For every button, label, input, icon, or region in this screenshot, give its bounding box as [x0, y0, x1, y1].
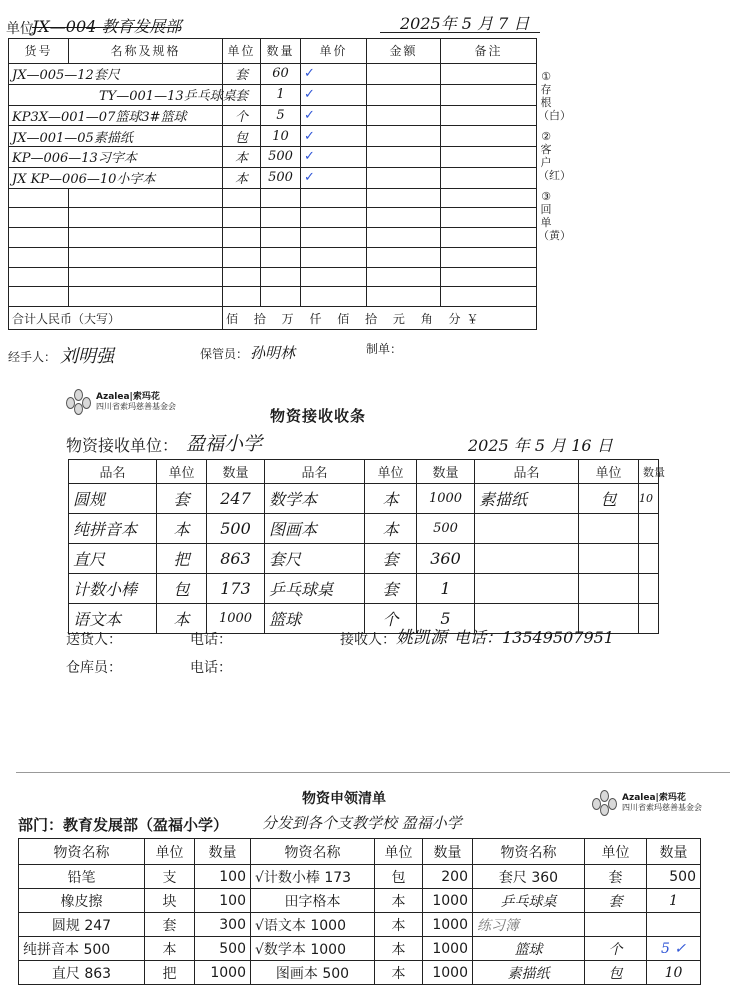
item-name: 橡皮擦 [19, 889, 145, 913]
item-qty: 10 [647, 961, 701, 985]
item-name: JX—001—05素描纸 [9, 126, 223, 147]
cell: 247 [207, 484, 265, 514]
cell: 语文本 [69, 604, 157, 634]
copy-note: ③回单（黄） [538, 190, 571, 242]
item-unit: 支 [145, 865, 195, 889]
slip-date: 2025年 5 月 7 日 [400, 14, 530, 33]
item-unit [585, 913, 647, 937]
cell: 本 [157, 514, 207, 544]
item-name: 直尺 863 [19, 961, 145, 985]
item-unit: 套 [223, 63, 261, 84]
department-note: 分发到各个支教学校 盈福小学 [262, 814, 462, 832]
header-cell: 单位 [365, 460, 417, 484]
cell: 173 [207, 574, 265, 604]
receiver-label: 接收人： [340, 632, 396, 648]
item-qty: 500 [261, 167, 301, 188]
item-name: 纯拼音本 500 [19, 937, 145, 961]
cell: 10 [639, 484, 659, 514]
check-mark: ✓ [301, 147, 367, 168]
item-qty: 1000 [423, 961, 473, 985]
item-unit: 本 [223, 147, 261, 168]
unit-value: JX—004 教育发展部 [32, 17, 182, 36]
cell: 个 [365, 604, 417, 634]
header-cell: 数量 [207, 460, 265, 484]
item-name: 田字格本 [251, 889, 375, 913]
cell: 本 [365, 484, 417, 514]
table-row [9, 63, 537, 84]
header-cell: 数量 [261, 39, 301, 64]
cell: 863 [207, 544, 265, 574]
receiver-signature: 姚凯源 [396, 628, 447, 648]
cell: 数学本 [265, 484, 365, 514]
cell: 套 [365, 544, 417, 574]
cell: 套 [365, 574, 417, 604]
item-qty: 1000 [195, 961, 251, 985]
cell [475, 514, 579, 544]
item-unit: 套 [585, 865, 647, 889]
item-name: KP—006—13习字本 [9, 147, 223, 168]
item-qty: 1 [261, 84, 301, 105]
item-unit: 把 [145, 961, 195, 985]
item-name: TY—001—13乒乓球桌 [9, 84, 223, 105]
table-row [19, 913, 701, 937]
logo-brand: Azalea|索玛花 [96, 392, 160, 402]
item-name: 图画本 500 [251, 961, 375, 985]
flower-icon [66, 389, 92, 415]
total-row [9, 307, 537, 330]
table-header-row [9, 39, 537, 64]
item-name: JX KP—006—10小字本 [9, 167, 223, 188]
item-qty: 1000 [423, 913, 473, 937]
item-unit: 包 [585, 961, 647, 985]
flower-icon [592, 790, 618, 816]
delivery-table [8, 38, 537, 330]
table-row [69, 484, 659, 514]
header-cell: 单位 [585, 839, 647, 865]
item-unit: 个 [585, 937, 647, 961]
handler-label: 经手人： [8, 350, 57, 364]
cell: 素描纸 [475, 484, 579, 514]
cell: 本 [365, 514, 417, 544]
item-qty [647, 913, 701, 937]
header-cell: 单位 [145, 839, 195, 865]
item-name: 套尺 360 [473, 865, 585, 889]
table-header-row [69, 460, 659, 484]
cell: 纯拼音本 [69, 514, 157, 544]
copy-note: ①存根（白） [538, 70, 571, 122]
header-cell: 数量 [417, 460, 475, 484]
requisition-table [18, 838, 701, 985]
header-cell: 物资名称 [473, 839, 585, 865]
requisition-list [0, 772, 750, 1000]
item-unit: 块 [145, 889, 195, 913]
item-unit: 套 [145, 913, 195, 937]
header-cell: 品名 [475, 460, 579, 484]
cell [475, 544, 579, 574]
copy-notes [538, 70, 571, 250]
header-cell: 单位 [375, 839, 423, 865]
item-name: √语文本 1000 [251, 913, 375, 937]
item-qty: 5 [261, 105, 301, 126]
cell: 包 [579, 484, 639, 514]
requisition-title: 物资申领清单 [302, 791, 386, 807]
receiver-phone: 电话：13549507951 [454, 628, 614, 647]
cell: 把 [157, 544, 207, 574]
cell: 本 [157, 604, 207, 634]
check-mark: ✓ [301, 84, 367, 105]
item-unit: 本 [223, 167, 261, 188]
azalea-logo [592, 790, 702, 816]
item-qty: 60 [261, 63, 301, 84]
header-cell: 名称及规格 [69, 39, 223, 64]
table-row [69, 514, 659, 544]
table-row-empty [9, 267, 537, 287]
department-label: 部门：教育发展部（盈福小学） [18, 816, 229, 834]
item-unit: 本 [375, 913, 423, 937]
unit-label: 单位 [6, 21, 34, 37]
cell: 360 [417, 544, 475, 574]
table-row [9, 84, 537, 105]
logo-sub: 四川省索玛慈善基金会 [622, 803, 702, 812]
cell: 篮球 [265, 604, 365, 634]
delivery-slip [0, 0, 750, 375]
header-cell: 数量 [423, 839, 473, 865]
cell [579, 574, 639, 604]
cell [639, 514, 659, 544]
item-unit: 本 [375, 937, 423, 961]
cell: 1000 [417, 484, 475, 514]
item-qty: 100 [195, 865, 251, 889]
header-cell: 货号 [9, 39, 69, 64]
cell: 1 [417, 574, 475, 604]
deliverer-phone-label: 电话： [190, 632, 232, 648]
item-name: 乒乓球桌 [473, 889, 585, 913]
cell: 套 [157, 484, 207, 514]
check-mark: ✓ [301, 167, 367, 188]
item-unit: 包 [223, 126, 261, 147]
cell: 计数小棒 [69, 574, 157, 604]
header-cell: 数量 [195, 839, 251, 865]
cell: 1000 [207, 604, 265, 634]
item-qty: 1000 [423, 889, 473, 913]
item-unit: 本 [375, 961, 423, 985]
cell [639, 604, 659, 634]
item-name: √数学本 1000 [251, 937, 375, 961]
cell: 包 [157, 574, 207, 604]
item-name: 铅笔 [19, 865, 145, 889]
azalea-logo [66, 389, 176, 415]
cell [475, 574, 579, 604]
cell: 乒乓球桌 [265, 574, 365, 604]
item-unit: 包 [375, 865, 423, 889]
keeper-signature: 孙明林 [250, 344, 296, 362]
header-cell: 品名 [265, 460, 365, 484]
logo-sub: 四川省索玛慈善基金会 [96, 402, 176, 411]
header-cell: 单位 [223, 39, 261, 64]
item-name: 圆规 247 [19, 913, 145, 937]
table-row [19, 961, 701, 985]
total-units: 佰 拾 万 仟 佰 拾 元 角 分￥ [223, 307, 537, 330]
item-unit: 套 [585, 889, 647, 913]
copy-note: ②客户（红） [538, 130, 571, 182]
table-row-empty [9, 228, 537, 248]
receiving-unit-label: 物资接收单位： [66, 436, 179, 455]
header-cell: 金额 [367, 39, 441, 64]
cell [639, 544, 659, 574]
item-name: JX—005—12套尺 [9, 63, 223, 84]
receipt-slip [0, 385, 750, 685]
item-qty: 200 [423, 865, 473, 889]
header-cell: 数量 [639, 460, 659, 484]
header-cell: 数量 [647, 839, 701, 865]
divider [16, 772, 730, 773]
date-underline [380, 32, 540, 33]
header-cell: 物资名称 [19, 839, 145, 865]
receiving-unit-value: 盈福小学 [186, 433, 263, 455]
item-name: 练习簿 [473, 913, 585, 937]
cell [639, 574, 659, 604]
cell: 500 [207, 514, 265, 544]
cell: 图画本 [265, 514, 365, 544]
maker-label: 制单： [366, 342, 403, 356]
table-row [9, 105, 537, 126]
total-label: 合计人民币（大写） [9, 307, 223, 330]
item-unit: 个 [223, 105, 261, 126]
table-row [19, 865, 701, 889]
header-cell: 备注 [441, 39, 537, 64]
item-qty: 500 [195, 937, 251, 961]
item-unit: 本 [145, 937, 195, 961]
item-qty: 300 [195, 913, 251, 937]
warehouse-label: 仓库员： [66, 660, 122, 676]
table-row-empty [9, 247, 537, 267]
item-qty: 1 [647, 889, 701, 913]
item-name: 素描纸 [473, 961, 585, 985]
cell [579, 514, 639, 544]
handler-signature: 刘明强 [60, 346, 114, 367]
logo-brand: Azalea|索玛花 [622, 793, 686, 803]
item-unit: 套 [223, 84, 261, 105]
header-cell: 单位 [157, 460, 207, 484]
warehouse-phone-label: 电话： [190, 660, 232, 676]
table-row [19, 937, 701, 961]
item-qty: 500 [261, 147, 301, 168]
item-name: √计数小棒 173 [251, 865, 375, 889]
table-row [69, 544, 659, 574]
item-qty: 1000 [423, 937, 473, 961]
table-row-empty [9, 208, 537, 228]
table-row-empty [9, 287, 537, 307]
cell: 500 [417, 514, 475, 544]
check-mark: ✓ [301, 63, 367, 84]
table-row [19, 889, 701, 913]
cell: 直尺 [69, 544, 157, 574]
check-mark: ✓ [301, 126, 367, 147]
table-row [69, 574, 659, 604]
keeper-label: 保管员： [200, 347, 249, 361]
table-row [9, 126, 537, 147]
item-qty: 10 [261, 126, 301, 147]
table-row [9, 167, 537, 188]
check-mark: ✓ [301, 105, 367, 126]
cell: 圆规 [69, 484, 157, 514]
header-cell: 品名 [69, 460, 157, 484]
table-row [9, 147, 537, 168]
table-header-row [19, 839, 701, 865]
item-qty: 100 [195, 889, 251, 913]
header-cell: 单位 [579, 460, 639, 484]
header-cell: 物资名称 [251, 839, 375, 865]
table-row-empty [9, 188, 537, 208]
item-qty: 500 [647, 865, 701, 889]
item-name: KP3X—001—07篮球3#篮球 [9, 105, 223, 126]
cell [579, 544, 639, 574]
cell: 套尺 [265, 544, 365, 574]
item-unit: 本 [375, 889, 423, 913]
receipt-table [68, 459, 665, 634]
header-cell: 单价 [301, 39, 367, 64]
item-qty: 5 ✓ [647, 937, 701, 961]
deliverer-label: 送货人： [66, 632, 122, 648]
receipt-date: 2025 年 5 月 16 日 [468, 436, 613, 455]
cell: 5 [417, 604, 475, 634]
item-name: 篮球 [473, 937, 585, 961]
receipt-title: 物资接收收条 [270, 407, 367, 425]
